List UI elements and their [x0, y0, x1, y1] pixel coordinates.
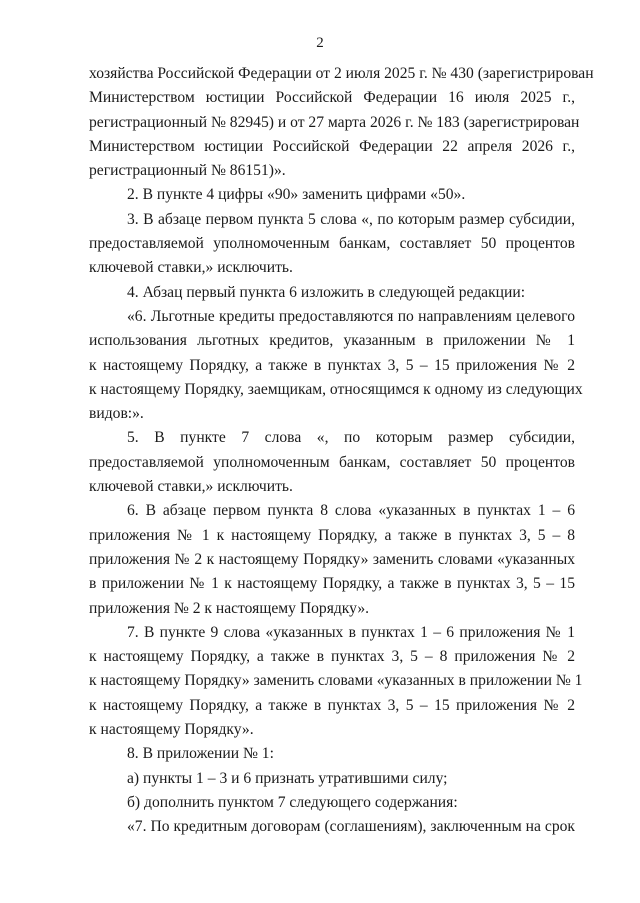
- paragraph-item-8-b: [89, 791, 575, 815]
- document-body: [89, 62, 594, 840]
- text-line: регистрационный № 86151)».: [89, 162, 286, 180]
- text-line: к настоящему Порядку» заменить словами «указанных в приложении № 1: [89, 672, 583, 690]
- text-line: использования льготных кредитов, указанным в приложении № 1: [89, 332, 575, 350]
- text-line: 3. В абзаце первом пункта 5 слова «, по которым размер субсидии,: [127, 210, 575, 228]
- text-line: «6. Льготные кредиты предоставляются по направлениям целевого: [127, 307, 575, 325]
- text-line: в приложении № 1 к настоящему Порядку, а также в пунктах 3, 5 – 15: [89, 575, 575, 593]
- paragraph-item-8: [89, 742, 575, 766]
- paragraph-item-5: [89, 426, 575, 499]
- text-line: Министерством юстиции Российской Федерации 22 апреля 2026 г.,: [89, 137, 575, 155]
- paragraph-item-8-a: [89, 767, 575, 791]
- text-line: к настоящему Порядку».: [89, 721, 254, 739]
- paragraph-item-8-quote: [89, 815, 575, 839]
- text-line: Министерством юстиции Российской Федерации 16 июля 2025 г.,: [89, 89, 575, 107]
- text-line: регистрационный № 82945) и от 27 марта 2026 г. № 183 (зарегистрирован: [89, 113, 580, 131]
- text-line: б) дополнить пунктом 7 следующего содержания:: [127, 793, 458, 811]
- text-line: ключевой ставки,» исключить.: [89, 478, 293, 496]
- paragraph-item-6: [89, 499, 575, 620]
- text-line: 5. В пункте 7 слова «, по которым размер субсидии,: [127, 429, 575, 447]
- text-line: 7. В пункте 9 слова «указанных в пунктах 1 – 6 приложения № 1: [127, 623, 575, 641]
- text-line: к настоящему Порядку, а также в пунктах 3, 5 – 15 приложения № 2: [89, 696, 575, 714]
- text-line: а) пункты 1 – 3 и 6 признать утратившими силу;: [127, 769, 448, 787]
- paragraph-item-3: [89, 208, 575, 281]
- text-line: 2. В пункте 4 цифры «90» заменить цифрами «50».: [127, 186, 466, 204]
- text-line: 8. В приложении № 1:: [127, 745, 274, 763]
- text-line: к настоящему Порядку, а также в пунктах 3, 5 – 8 приложения № 2: [89, 648, 575, 666]
- text-line: приложения № 1 к настоящему Порядку, а также в пунктах 3, 5 – 8: [89, 526, 575, 544]
- text-line: 4. Абзац первый пункта 6 изложить в следующей редакции:: [127, 283, 526, 301]
- text-line: видов:».: [89, 405, 144, 423]
- paragraph-item-2: [89, 183, 575, 207]
- paragraph-item-4-quote: [89, 305, 583, 426]
- text-line: «7. По кредитным договорам (соглашениям), заключенным на срок: [127, 818, 575, 836]
- text-line: предоставляемой уполномоченным банкам, составляет 50 процентов: [89, 453, 575, 471]
- text-line: хозяйства Российской Федерации от 2 июля 2025 г. № 430 (зарегистрирован: [89, 65, 594, 82]
- paragraph-item-7: [89, 621, 583, 742]
- text-line: приложения № 2 к настоящему Порядку» заменить словами «указанных: [89, 550, 575, 568]
- text-line: предоставляемой уполномоченным банкам, составляет 50 процентов: [89, 235, 575, 253]
- text-line: 6. В абзаце первом пункта 8 слова «указанных в пунктах 1 – 6: [127, 502, 575, 520]
- text-line: ключевой ставки,» исключить.: [89, 259, 293, 277]
- paragraph-item-4: [89, 281, 575, 305]
- text-line: к настоящему Порядку, заемщикам, относящимся к одному из следующих: [89, 380, 583, 398]
- paragraph-cont: [89, 62, 594, 183]
- text-line: приложения № 2 к настоящему Порядку».: [89, 599, 370, 617]
- text-line: к настоящему Порядку, а также в пунктах 3, 5 – 15 приложения № 2: [89, 356, 575, 374]
- page-number: 2: [316, 35, 324, 51]
